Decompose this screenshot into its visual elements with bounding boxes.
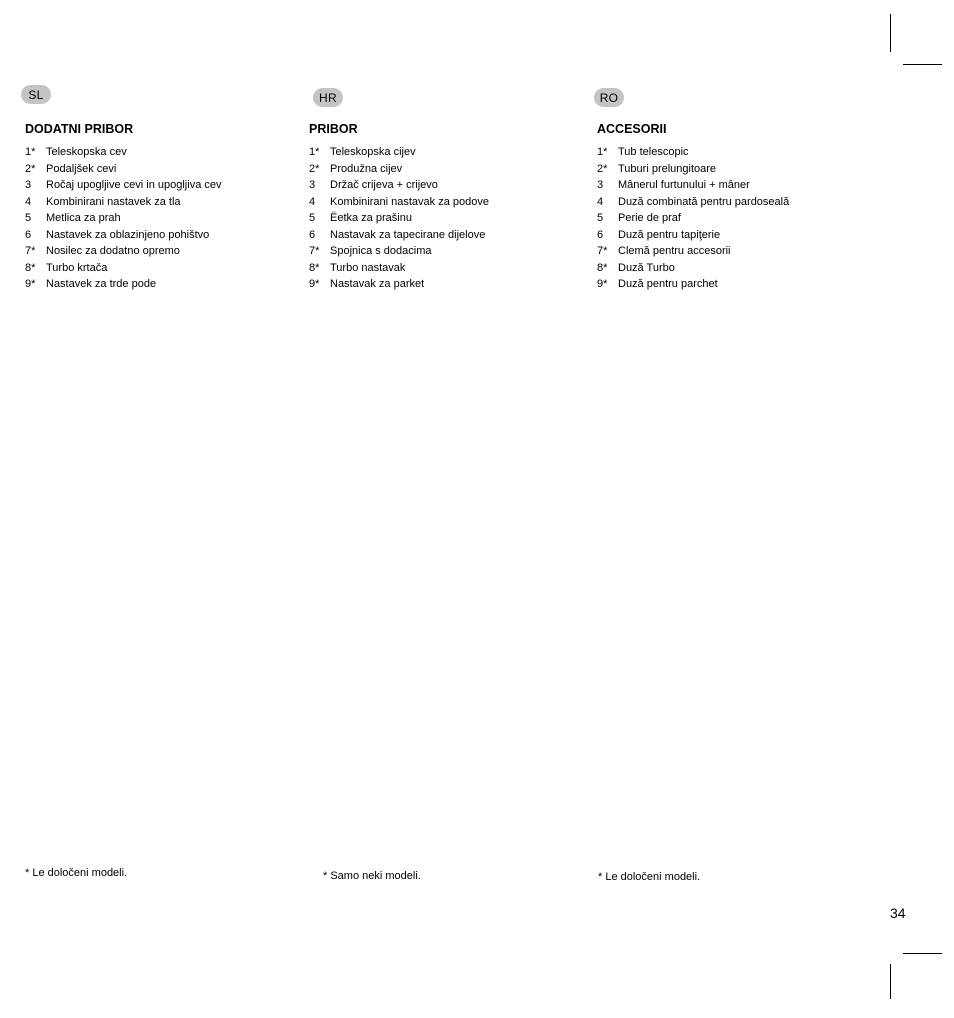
list-item — [25, 210, 285, 227]
item-number: 2* — [597, 162, 608, 175]
item-text: Ëetka za prašinu — [330, 212, 412, 224]
list-item — [309, 260, 569, 277]
list-item — [25, 276, 285, 293]
item-text: Mânerul furtunului + mâner — [618, 179, 750, 191]
item-text: Turbo krtača — [46, 261, 108, 274]
item-number: 7* — [309, 245, 320, 257]
item-number: 5 — [309, 212, 316, 224]
item-text: Nastavek za trde pode — [46, 278, 157, 290]
item-number: 3 — [25, 179, 32, 191]
item-text: Nastavek za oblazinjeno pohištvo — [46, 228, 210, 241]
item-number: 2* — [25, 162, 36, 175]
list-item — [597, 210, 867, 227]
list-item — [25, 194, 285, 211]
item-number: 2* — [309, 162, 320, 175]
item-text: Teleskopska cijev — [330, 146, 416, 158]
item-number: 1* — [309, 146, 320, 158]
list-item — [309, 194, 569, 211]
language-badge-sl: SL — [21, 85, 51, 104]
list-item — [597, 260, 867, 277]
item-number: 9* — [597, 278, 608, 290]
item-number: 3 — [309, 179, 316, 191]
item-number: 6 — [597, 228, 604, 241]
list-item — [597, 276, 867, 293]
item-text: Tuburi prelungitoare — [618, 162, 717, 175]
item-text: Ročaj upogljive cevi in upogljiva cev — [46, 179, 222, 191]
crop-mark-top-vertical — [890, 14, 891, 52]
list-item — [309, 144, 569, 161]
list-item — [597, 227, 867, 244]
item-text: Držač crijeva + crijevo — [330, 179, 438, 191]
list-item — [25, 227, 285, 244]
language-badge-ro: RO — [594, 88, 624, 107]
crop-mark-bottom-vertical — [890, 964, 891, 999]
item-text: Podaljšek cevi — [46, 162, 117, 175]
item-number: 5 — [25, 212, 32, 224]
list-item — [597, 177, 867, 194]
page-number: 34 — [890, 905, 906, 921]
item-text: Tub telescopic — [618, 146, 689, 158]
footnote-ro: * Le določeni modeli. — [598, 871, 701, 883]
list-item — [597, 161, 867, 178]
item-text: Kombinirani nastavak za podove — [330, 195, 489, 208]
item-text: Nastavak za tapecirane dijelove — [330, 228, 486, 241]
footnote-sl: * Le določeni modeli. — [25, 867, 128, 879]
item-text: Duză pentru parchet — [618, 278, 718, 290]
list-item — [309, 243, 569, 260]
accessory-list-hr — [309, 144, 569, 293]
item-text: Nastavak za parket — [330, 278, 425, 290]
item-text: Nosilec za dodatno opremo — [46, 245, 180, 257]
accessory-list-ro — [597, 144, 867, 293]
item-number: 1* — [597, 146, 608, 158]
list-item — [25, 260, 285, 277]
list-item — [309, 276, 569, 293]
item-text: Produžna cijev — [330, 162, 403, 175]
item-number: 8* — [597, 261, 608, 274]
list-item — [25, 243, 285, 260]
item-text: Metlica za prah — [46, 212, 121, 224]
list-item — [309, 210, 569, 227]
list-item — [25, 177, 285, 194]
section-title-hr: PRIBOR — [309, 122, 358, 136]
list-item — [25, 161, 285, 178]
item-number: 5 — [597, 212, 604, 224]
item-number: 8* — [25, 261, 36, 274]
list-item — [597, 243, 867, 260]
item-number: 8* — [309, 261, 320, 274]
item-number: 3 — [597, 179, 604, 191]
item-number: 6 — [25, 228, 32, 241]
item-number: 7* — [25, 245, 36, 257]
section-title-ro: ACCESORII — [597, 122, 667, 136]
item-text: Spojnica s dodacima — [330, 245, 432, 257]
item-text: Kombinirani nastavek za tla — [46, 195, 181, 208]
list-item — [25, 144, 285, 161]
section-title-sl: DODATNI PRIBOR — [25, 122, 134, 136]
item-text: Duză pentru tapiţerie — [618, 228, 721, 241]
item-number: 4 — [597, 195, 604, 208]
accessory-list-sl — [25, 144, 285, 293]
item-number: 7* — [597, 245, 608, 257]
list-item — [597, 144, 867, 161]
item-text: Perie de praf — [618, 212, 681, 224]
footnote-hr: * Samo neki modeli. — [323, 870, 421, 882]
item-number: 4 — [309, 195, 316, 208]
item-text: Duză combinată pentru pardoseală — [618, 195, 790, 208]
item-number: 9* — [25, 278, 36, 290]
item-number: 4 — [25, 195, 32, 208]
item-text: Teleskopska cev — [46, 146, 127, 158]
item-number: 6 — [309, 228, 316, 241]
item-text: Duză Turbo — [618, 261, 675, 274]
language-badge-hr: HR — [313, 88, 343, 107]
list-item — [309, 227, 569, 244]
list-item — [309, 161, 569, 178]
item-text: Turbo nastavak — [330, 261, 406, 274]
list-item — [597, 194, 867, 211]
item-number: 9* — [309, 278, 320, 290]
item-number: 1* — [25, 146, 36, 158]
item-text: Clemă pentru accesorii — [618, 245, 731, 257]
list-item — [309, 177, 569, 194]
crop-mark-top-horizontal — [903, 64, 942, 65]
crop-mark-bottom-horizontal — [903, 953, 942, 954]
